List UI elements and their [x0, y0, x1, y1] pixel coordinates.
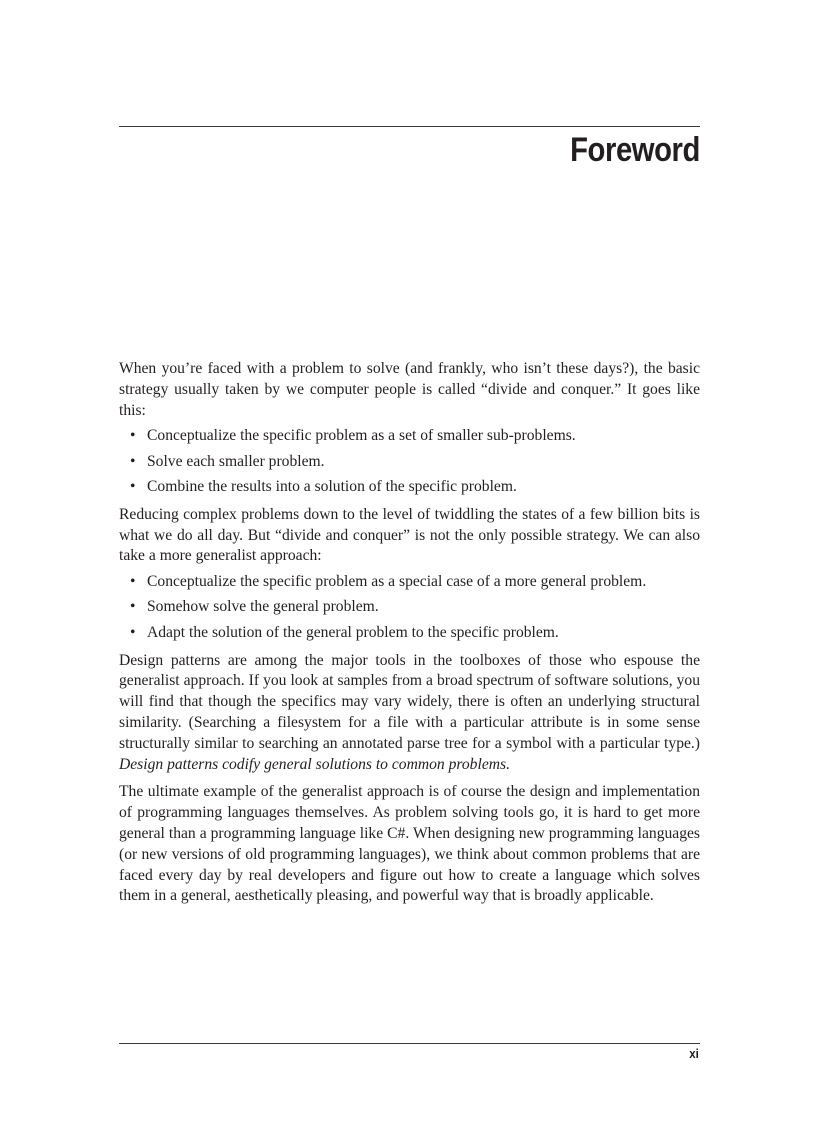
paragraph-intro: When you’re faced with a problem to solve (and frankly, who isn’t these days?), the basic strategy usually taken by we computer people is called “divide and conquer.” It goes like this:	[119, 360, 700, 419]
list-item: • Adapt the solution of the general problem to the specific problem.	[119, 623, 700, 644]
bullet-list-divide-conquer	[119, 426, 700, 497]
bullet-list-generalist	[119, 572, 700, 643]
paragraph-languages: The ultimate example of the generalist approach is of course the design and implementation of programming languages themselves. As problem solving tools go, it is hard to get more general than a programming language like C#. When designing new programming languages (or new versions of old programming languages), we think about common problems that are faced every day by real developers and figure out how to create a language which solves them in a general, aesthetically pleasing, and powerful way that is broadly applicable.	[119, 783, 700, 905]
design-patterns-emphasis: Design patterns codify general solutions to common problems.	[119, 755, 510, 773]
paragraph-design-patterns-text: Design patterns are among the major tools in the toolboxes of those who espouse the generalist approach. If you look at samples from a broad spectrum of software solutions, you will find that though the specifics may vary widely, there is often an underlying structural similarity. (Searching a filesystem for a file with a particular attribute is in some sense structurally similar to searching an annotated parse tree for a symbol with a particular type.)	[119, 651, 700, 752]
list-item: • Conceptualize the specific problem as a special case of a more general problem.	[119, 572, 700, 593]
list-item: • Conceptualize the specific problem as a set of smaller sub-problems.	[119, 426, 700, 447]
body-text	[119, 359, 700, 907]
header-rule	[119, 126, 700, 127]
footer-rule	[119, 1043, 700, 1044]
list-item: • Somehow solve the general problem.	[119, 597, 700, 618]
chapter-title: Foreword	[570, 131, 700, 169]
list-item: • Solve each smaller problem.	[119, 452, 700, 473]
paragraph-design-patterns	[119, 651, 700, 776]
paragraph-generalist: Reducing complex problems down to the level of twiddling the states of a few billion bits is what we do all day. But “divide and conquer” is not the only possible strategy. We can also take a more generalist approach:	[119, 505, 700, 565]
page-number: xi	[689, 1046, 699, 1061]
list-item: • Combine the results into a solution of the specific problem.	[119, 477, 700, 498]
